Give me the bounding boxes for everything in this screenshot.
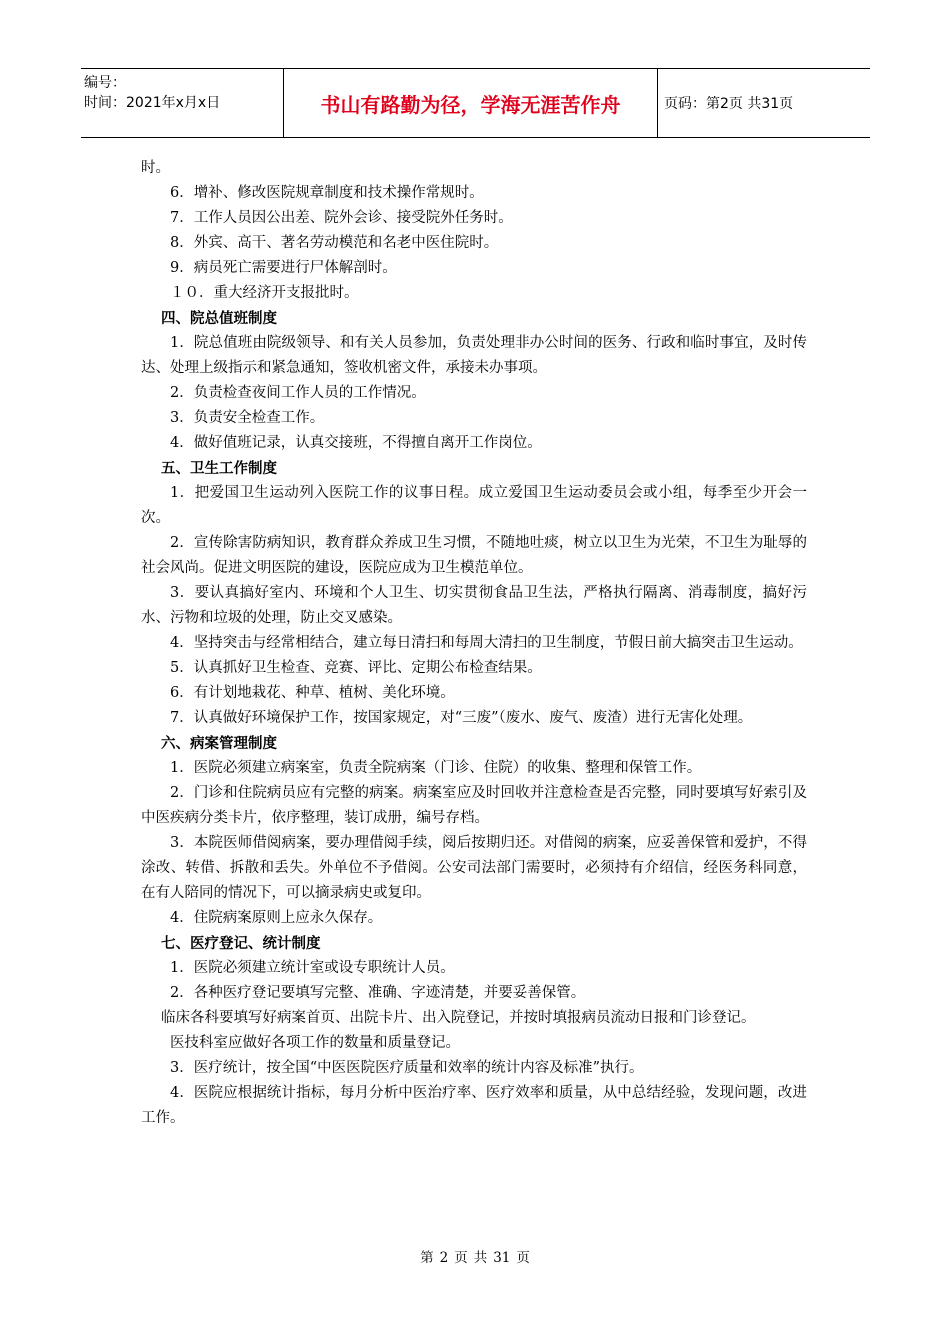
header-meta <box>81 69 283 137</box>
paragraph: 临床各科要填写好病案首页、出院卡片、出入院登记，并按时填报病员流动日报和门诊登记。 <box>161 1010 756 1026</box>
paragraph: 4．做好值班记录，认真交接班，不得擅自离开工作岗位。 <box>170 435 542 451</box>
footer-page-number: 2 <box>439 1250 449 1266</box>
paragraph: 1．医院必须建立统计室或设专职统计人员。 <box>170 960 455 976</box>
paragraph: 9．病员死亡需要进行尸体解剖时。 <box>170 260 397 276</box>
paragraph: 时。 <box>141 160 170 176</box>
paragraph: 7．工作人员因公出差、院外会诊、接受院外任务时。 <box>170 210 513 226</box>
paragraph: 4．医院应根据统计指标，每月分析中医治疗率、医疗效率和质量，从中总结经验，发现问题，改进工作。 <box>141 1085 807 1126</box>
paragraph: 医技科室应做好各项工作的数量和质量登记。 <box>170 1035 460 1051</box>
paragraph: 5．认真抓好卫生检查、竞赛、评比、定期公布检查结果。 <box>170 660 542 676</box>
section-heading: 七、医疗登记、统计制度 <box>161 935 321 952</box>
paragraph: 3．医疗统计，按全国“中医医院医疗质量和效率的统计内容及标准”执行。 <box>170 1060 644 1076</box>
footer-word: 页 <box>516 1250 530 1266</box>
paragraph: 4．坚持突击与经常相结合，建立每日清扫和每周大清扫的卫生制度，节假日前大搞突击卫生运动。 <box>170 635 803 651</box>
paragraph: 2．负责检查夜间工作人员的工作情况。 <box>170 385 426 401</box>
section-heading: 四、院总值班制度 <box>161 310 277 327</box>
paragraph: 3．要认真搞好室内、环境和个人卫生、切实贯彻食品卫生法，严格执行隔离、消毒制度，搞好污水、污物和垃圾的处理，防止交叉感染。 <box>141 585 807 626</box>
paragraph: 4．住院病案原则上应永久保存。 <box>170 910 383 926</box>
footer-word: 第 <box>420 1250 434 1266</box>
paragraph: 6．增补、修改医院规章制度和技术操作常规时。 <box>170 185 484 201</box>
footer-total-pages: 31 <box>493 1250 511 1266</box>
section-heading: 五、卫生工作制度 <box>161 460 277 477</box>
page-header <box>81 68 870 138</box>
paragraph: 2．宣传除害防病知识，教育群众养成卫生习惯，不随地吐痰，树立以卫生为光荣，不卫生为耻辱的社会风尚。促进文明医院的建设，医院应成为卫生模范单位。 <box>141 535 807 576</box>
document-body <box>141 156 807 1131</box>
header-page-label: 页码：第2页 共31页 <box>664 96 794 112</box>
page-footer <box>0 1246 950 1266</box>
paragraph: 6．有计划地栽花、种草、植树、美化环境。 <box>170 685 455 701</box>
paragraph: 2．各种医疗登记要填写完整、准确、字迹清楚，并要妥善保管。 <box>170 985 586 1001</box>
paragraph: 8．外宾、高干、著名劳动模范和名老中医住院时。 <box>170 235 499 251</box>
paragraph: 3．负责安全检查工作。 <box>170 410 325 426</box>
document-time-label: 时间：2021年x月x日 <box>84 95 221 111</box>
footer-word: 页 <box>454 1250 468 1266</box>
paragraph: 1．医院必须建立病案室，负责全院病案（门诊、住院）的收集、整理和保管工作。 <box>170 760 702 776</box>
paragraph: １０．重大经济开支报批时。 <box>170 285 359 301</box>
paragraph: 7．认真做好环境保护工作，按国家规定，对“三废”（废水、废气、废渣）进行无害化处理。 <box>170 710 753 726</box>
paragraph: 2．门诊和住院病员应有完整的病案。病案室应及时回收并注意检查是否完整，同时要填写好索引及中医疾病分类卡片，依序整理，装订成册，编号存档。 <box>141 785 807 826</box>
header-motto: 书山有路勤为径，学海无涯苦作舟 <box>283 69 658 137</box>
footer-word: 共 <box>473 1250 488 1266</box>
paragraph: 3．本院医师借阅病案，要办理借阅手续，阅后按期归还。对借阅的病案，应妥善保管和爱护，不得涂改、转借、拆散和丢失。外单位不予借阅。公安司法部门需要时，必须持有介绍信，经医务科同意，在有人陪同的情况下，可以摘录病史或复印。 <box>141 835 807 901</box>
paragraph: 1．把爱国卫生运动列入医院工作的议事日程。成立爱国卫生运动委员会或小组，每季至少开会一次。 <box>141 485 807 526</box>
document-number-label: 编号： <box>84 75 126 91</box>
section-heading: 六、病案管理制度 <box>161 735 277 752</box>
paragraph: 1．院总值班由院级领导、和有关人员参加，负责处理非办公时间的医务、行政和临时事宜，及时传达、处理上级指示和紧急通知，签收机密文件，承接未办事项。 <box>141 335 807 376</box>
